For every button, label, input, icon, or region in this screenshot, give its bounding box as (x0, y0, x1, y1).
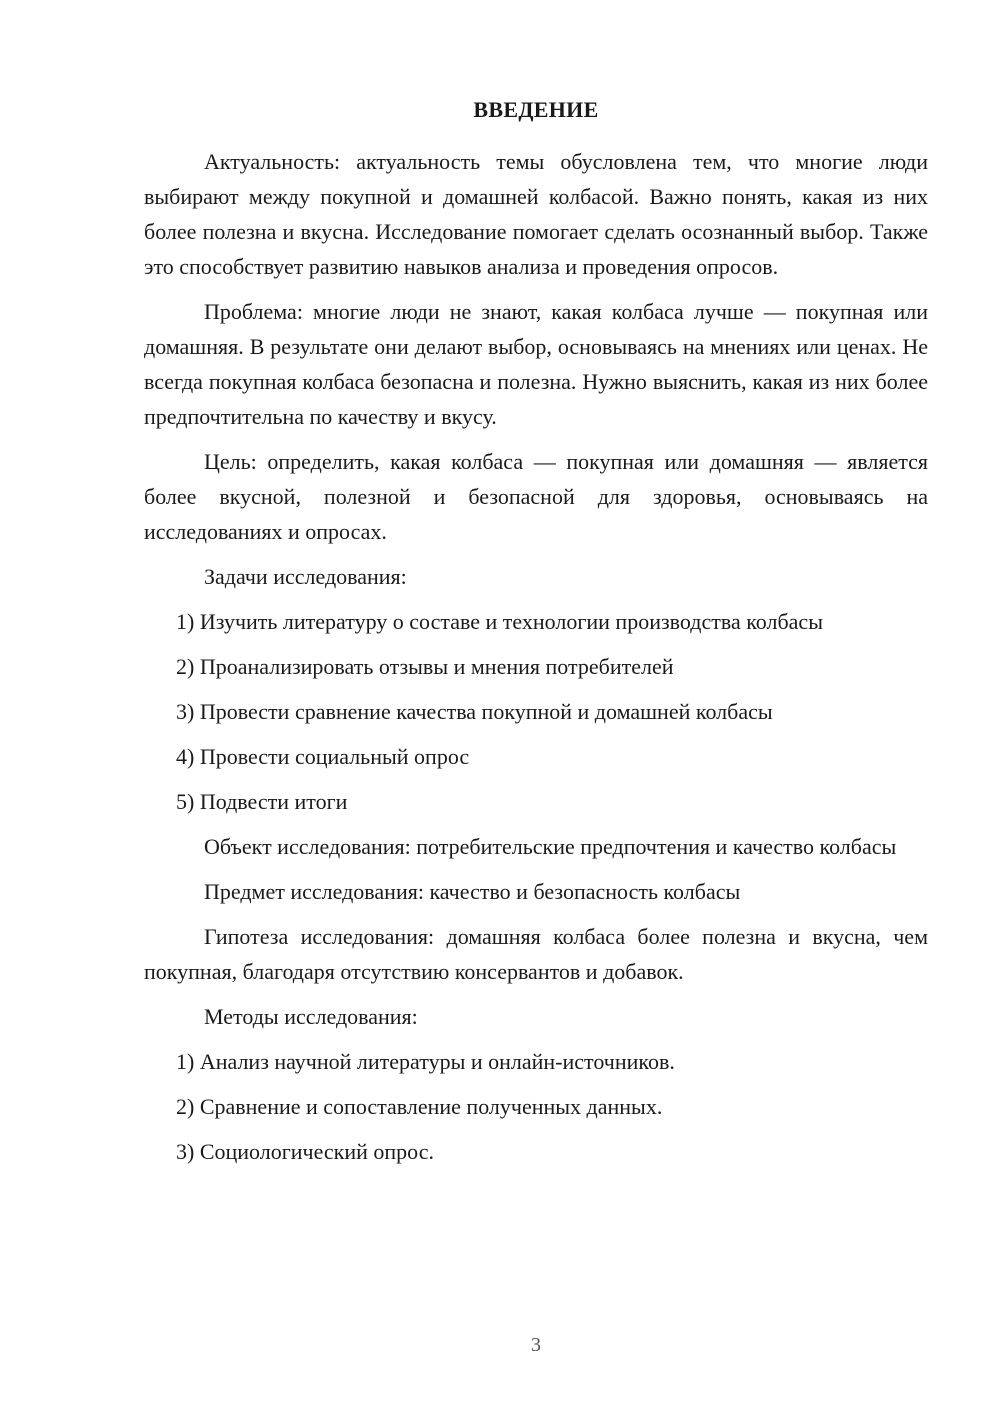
list-item: 1) Анализ научной литературы и онлайн-источников. (176, 1049, 675, 1074)
relevance-paragraph: Актуальность: актуальность темы обусловлена тем, что многие люди выбирают между покупной и домашней колбасой. Важно понять, какая из них более полезна и вкусна. Исследование помогает сделать осознанный выбор. Также это способствует развитию навыков анализа и проведения опросов. (144, 149, 928, 279)
page-title: ВВЕДЕНИЕ (473, 97, 599, 122)
document-page (144, 94, 928, 1179)
methods-heading: Методы исследования: (204, 1004, 418, 1029)
list-item: 3) Провести сравнение качества покупной и домашней колбасы (176, 699, 773, 724)
list-item: 2) Проанализировать отзывы и мнения потребителей (176, 654, 674, 679)
hypothesis-paragraph: Гипотеза исследования: домашняя колбаса более полезна и вкусна, чем покупная, благодаря отсутствию консервантов и добавок. (144, 924, 928, 984)
object-paragraph: Объект исследования: потребительские предпочтения и качество колбасы (204, 834, 897, 859)
problem-paragraph: Проблема: многие люди не знают, какая колбаса лучше — покупная или домашняя. В результате они делают выбор, основываясь на мнениях или ценах. Не всегда покупная колбаса безопасна и полезна. Нужно выяснить, какая из них более предпочтительна по качеству и вкусу. (144, 299, 928, 429)
methods-list (144, 1044, 928, 1169)
list-item: 1) Изучить литературу о составе и технологии производства колбасы (176, 609, 823, 634)
list-item: 5) Подвести итоги (176, 789, 348, 814)
list-item: 4) Провести социальный опрос (176, 744, 470, 769)
goal-paragraph: Цель: определить, какая колбаса — покупная или домашняя — является более вкусной, полезной и безопасной для здоровья, основываясь на исследованиях и опросах. (144, 449, 928, 544)
tasks-heading: Задачи исследования: (204, 564, 407, 589)
list-item: 3) Социологический опрос. (176, 1139, 434, 1164)
subject-paragraph: Предмет исследования: качество и безопасность колбасы (204, 879, 741, 904)
tasks-list (144, 604, 928, 819)
list-item: 2) Сравнение и сопоставление полученных данных. (176, 1094, 663, 1119)
page-number: 3 (531, 1334, 541, 1356)
